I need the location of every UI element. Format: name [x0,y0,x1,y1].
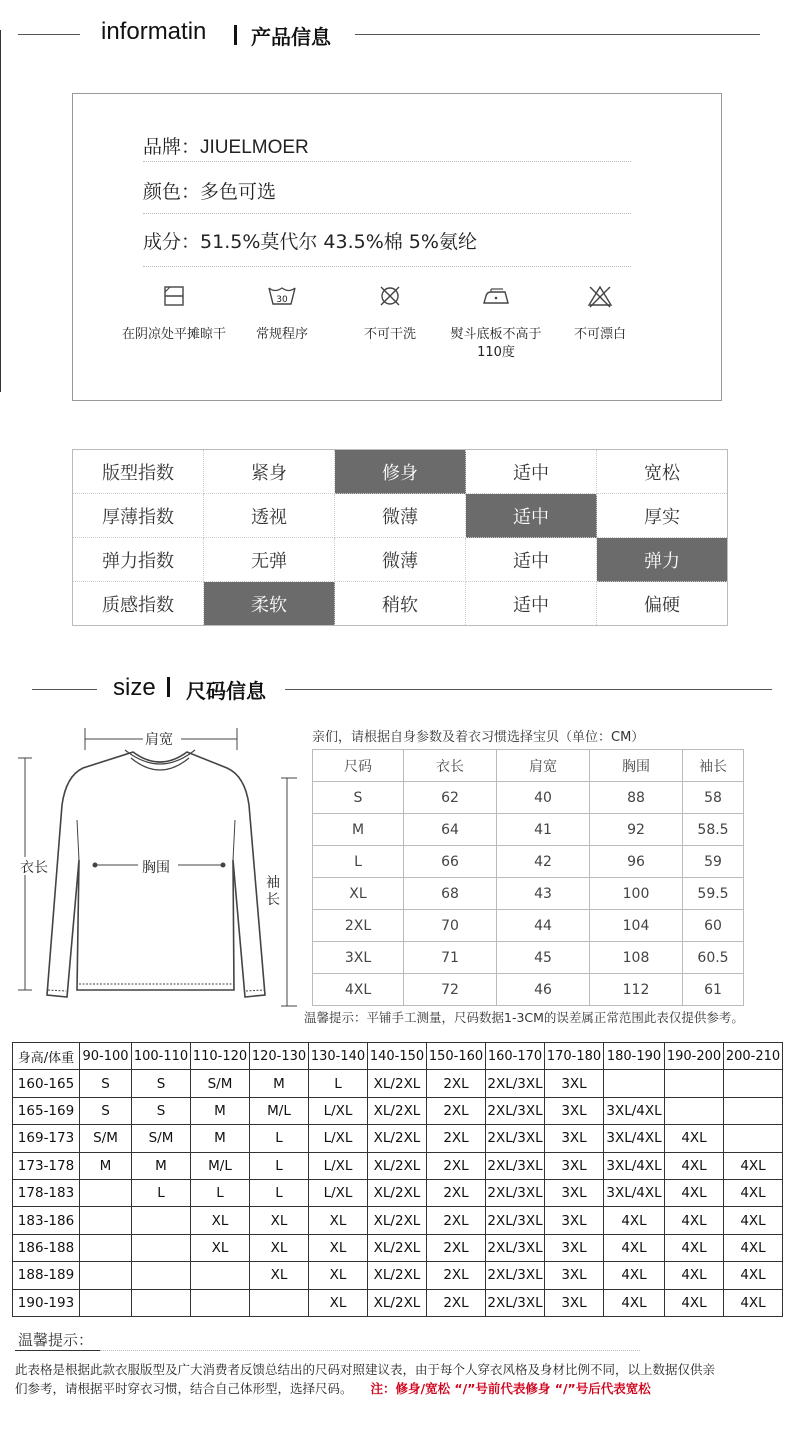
wash-30-icon [267,284,297,308]
size-intro: 亲们，请根据自身参数及着衣习惯选择宝贝（单位：CM） [312,730,645,745]
rec-cell: 3XL [545,1289,604,1316]
rec-cell: 188-189 [13,1262,80,1289]
rec-cell: M [80,1152,132,1179]
index-label: 弹力指数 [73,538,204,582]
index-option: 微薄 [335,538,466,582]
index-option: 无弹 [204,538,335,582]
tips-line-2-text: 们参考，请根据平时穿衣习惯，结合自己体形型，选择尺码。 [15,1381,353,1396]
table-row [313,942,744,974]
rec-cell: 3XL [545,1125,604,1152]
rec-cell: 4XL [665,1234,724,1261]
size-cell: 71 [404,942,497,974]
rec-cell: XL [250,1262,309,1289]
rec-cell: 2XL [427,1070,486,1097]
size-cell: 58.5 [683,814,744,846]
size-title-en: size [113,674,156,701]
sleeve-label-1: 袖 [266,875,280,891]
rec-cell: 2XL/3XL [486,1179,545,1206]
rec-cell: 3XL [545,1097,604,1124]
size-header-cell: 尺码 [313,750,404,782]
size-cell: 58 [683,782,744,814]
chest-label: 胸围 [142,860,170,876]
table-row [13,1179,783,1206]
size-header-cell: 袖长 [683,750,744,782]
index-option-selected: 柔软 [204,582,335,626]
table-row [13,1234,783,1261]
rec-cell: S/M [191,1070,250,1097]
rec-cell: XL [250,1234,309,1261]
rec-cell: 2XL/3XL [486,1262,545,1289]
rec-cell [132,1234,191,1261]
no-bleach-icon [587,284,613,308]
length-label: 衣长 [20,860,48,876]
left-edge-line [0,30,1,392]
tips-line-1: 此表格是根据此款衣服版型及广大消费者反馈总结出的尺码对照建议表，由于每个人穿衣风格及身材比例不同，以上数据仅供亲 [15,1362,716,1377]
care-dry-flat [119,284,229,344]
table-row [313,910,744,942]
shoulder-label: 肩宽 [145,732,173,748]
care-no-bleach [545,284,655,344]
rec-cell [191,1262,250,1289]
rec-cell: L [250,1152,309,1179]
rec-cell: M [132,1152,191,1179]
rec-cell: 2XL/3XL [486,1207,545,1234]
rec-cell: XL/2XL [368,1152,427,1179]
rec-cell: S/M [80,1125,132,1152]
row-separator [143,266,631,267]
rec-cell [80,1262,132,1289]
size-cell: 61 [683,974,744,1006]
table-row [13,1289,783,1316]
table-row [13,1070,783,1097]
rec-cell [724,1097,783,1124]
row-separator [143,213,631,214]
rec-cell: S [132,1097,191,1124]
size-cell: 92 [590,814,683,846]
table-row [13,1125,783,1152]
table-row [313,878,744,910]
rec-cell: L [191,1179,250,1206]
size-cell: 41 [497,814,590,846]
size-cell: 62 [404,782,497,814]
rec-cell: XL [309,1262,368,1289]
info-title-cn: 产品信息 [251,25,331,49]
rec-cell: 4XL [665,1179,724,1206]
size-header-line-left [32,689,97,690]
tips-line-2 [15,1379,651,1397]
size-cell: 88 [590,782,683,814]
color-row [143,177,276,204]
material-row [143,227,477,254]
fit-index-table [72,449,728,626]
index-option: 宽松 [597,450,728,494]
table-row [13,1207,783,1234]
rec-cell: 4XL [604,1289,665,1316]
rec-cell: 4XL [724,1234,783,1261]
rec-header-cell: 100-110 [132,1043,191,1070]
rec-cell: XL/2XL [368,1125,427,1152]
rec-header-cell: 190-200 [665,1043,724,1070]
size-note: 温馨提示：平铺手工测量，尺码数据1-3CM的误差属正常范围此表仅提供参考。 [304,1010,744,1025]
rec-cell: 3XL/4XL [604,1097,665,1124]
rec-cell: 3XL [545,1152,604,1179]
index-option: 紧身 [204,450,335,494]
index-row [73,538,728,582]
rec-cell: 190-193 [13,1289,80,1316]
table-row [313,974,744,1006]
size-cell: 108 [590,942,683,974]
care-label: 常规程序 [255,327,308,342]
rec-cell: L [250,1179,309,1206]
size-cell: 60 [683,910,744,942]
size-cell: 112 [590,974,683,1006]
rec-cell: 165-169 [13,1097,80,1124]
care-iron [441,284,551,362]
size-cell: 4XL [313,974,404,1006]
table-row [13,1262,783,1289]
index-option-selected: 修身 [335,450,466,494]
brand-row [143,132,309,159]
table-row [313,814,744,846]
index-option: 偏硬 [597,582,728,626]
size-cell: 72 [404,974,497,1006]
rec-cell: 4XL [724,1179,783,1206]
rec-cell: L [309,1070,368,1097]
rec-cell: XL/2XL [368,1179,427,1206]
rec-cell: 2XL/3XL [486,1234,545,1261]
rec-cell [80,1207,132,1234]
size-cell: M [313,814,404,846]
rec-cell: L/XL [309,1097,368,1124]
table-row [13,1097,783,1124]
rec-cell: M [250,1070,309,1097]
size-header-line-right [285,689,772,690]
rec-cell: 4XL [604,1207,665,1234]
rec-cell: 4XL [724,1207,783,1234]
size-cell: 59 [683,846,744,878]
rec-cell: L/XL [309,1152,368,1179]
index-label: 质感指数 [73,582,204,626]
rec-cell: S [80,1070,132,1097]
rec-cell: S [132,1070,191,1097]
size-header-cell: 衣长 [404,750,497,782]
rec-cell [724,1070,783,1097]
rec-cell: 3XL [545,1070,604,1097]
rec-cell: 3XL/4XL [604,1179,665,1206]
rec-cell [604,1070,665,1097]
rec-cell: 186-188 [13,1234,80,1261]
size-cell: L [313,846,404,878]
rec-cell: L/XL [309,1179,368,1206]
size-cell: XL [313,878,404,910]
no-dry-clean-icon [378,284,402,308]
size-cell: 70 [404,910,497,942]
rec-cell [191,1289,250,1316]
rec-cell: M/L [191,1152,250,1179]
rec-cell: XL/2XL [368,1262,427,1289]
rec-cell: 2XL [427,1152,486,1179]
title-divider [167,677,170,697]
tips-underline [15,1350,100,1351]
rec-cell: 2XL [427,1179,486,1206]
rec-cell: XL/2XL [368,1234,427,1261]
size-cell: 45 [497,942,590,974]
rec-cell: M [191,1125,250,1152]
care-label: 不可漂白 [573,327,626,342]
rec-header-cell: 150-160 [427,1043,486,1070]
index-row [73,450,728,494]
rec-cell: 173-178 [13,1152,80,1179]
rec-cell: 3XL [545,1207,604,1234]
rec-cell: 2XL [427,1097,486,1124]
rec-cell: 2XL [427,1207,486,1234]
index-option-selected: 适中 [466,494,597,538]
header-line-left [18,34,80,35]
index-option: 适中 [466,538,597,582]
size-cell: 96 [590,846,683,878]
rec-cell: 2XL [427,1289,486,1316]
index-option: 透视 [204,494,335,538]
tips-dotted-line [100,1350,640,1351]
index-option-selected: 弹力 [597,538,728,582]
size-cell: 46 [497,974,590,1006]
brand-label: 品牌： [143,136,201,158]
index-option: 微薄 [335,494,466,538]
table-row [13,1152,783,1179]
rec-cell: L [250,1125,309,1152]
index-row [73,582,728,626]
rec-cell: 4XL [724,1262,783,1289]
rec-header-cell: 身高/体重 [13,1043,80,1070]
rec-cell [132,1289,191,1316]
svg-text:30: 30 [276,295,288,305]
index-option: 稍软 [335,582,466,626]
index-label: 厚薄指数 [73,494,204,538]
rec-header-cell: 160-170 [486,1043,545,1070]
rec-cell [132,1262,191,1289]
rec-cell: 169-173 [13,1125,80,1152]
rec-cell: 3XL [545,1234,604,1261]
rec-cell: S [80,1097,132,1124]
table-row [313,782,744,814]
rec-cell: 183-186 [13,1207,80,1234]
rec-cell: M [191,1097,250,1124]
rec-cell: XL/2XL [368,1207,427,1234]
rec-header-cell: 170-180 [545,1043,604,1070]
care-label: 熨斗底板不高于110度 [450,327,542,360]
rec-cell: L [132,1179,191,1206]
care-wash-30 [227,284,337,344]
rec-header-cell: 180-190 [604,1043,665,1070]
size-cell: 43 [497,878,590,910]
rec-cell: 3XL [545,1179,604,1206]
rec-cell: XL [309,1207,368,1234]
size-header-cell: 肩宽 [497,750,590,782]
care-label: 在阴凉处平摊晾干 [121,327,226,342]
rec-cell: 4XL [604,1234,665,1261]
rec-cell [80,1234,132,1261]
rec-cell: 3XL/4XL [604,1125,665,1152]
table-row [313,846,744,878]
index-row [73,494,728,538]
rec-cell: XL [309,1234,368,1261]
rec-header-cell: 140-150 [368,1043,427,1070]
rec-cell [665,1097,724,1124]
color-value: 多色可选 [200,181,277,203]
size-cell: 59.5 [683,878,744,910]
size-cell: 44 [497,910,590,942]
rec-cell: 2XL [427,1234,486,1261]
rec-cell: M/L [250,1097,309,1124]
rec-cell: 4XL [665,1289,724,1316]
index-label: 版型指数 [73,450,204,494]
tips-title: 温馨提示： [18,1331,94,1349]
sleeve-label-2: 长 [266,892,280,908]
height-weight-table [12,1042,783,1317]
rec-cell: XL [191,1234,250,1261]
iron-icon [481,284,511,308]
size-cell: 104 [590,910,683,942]
rec-cell: XL [250,1207,309,1234]
index-option: 厚实 [597,494,728,538]
size-cell: 3XL [313,942,404,974]
rec-cell: L/XL [309,1125,368,1152]
rec-cell [250,1289,309,1316]
size-cell: S [313,782,404,814]
size-header-cell: 胸围 [590,750,683,782]
rec-cell: 2XL/3XL [486,1152,545,1179]
rec-cell: 4XL [665,1207,724,1234]
header-line-right [355,34,760,35]
material-label: 成分： [143,231,201,253]
rec-cell: S/M [132,1125,191,1152]
rec-cell [665,1070,724,1097]
rec-cell [132,1207,191,1234]
rec-cell: 160-165 [13,1070,80,1097]
material-value: 51.5%莫代尔 43.5%棉 5%氨纶 [200,231,477,253]
rec-cell: 2XL/3XL [486,1097,545,1124]
rec-cell: 4XL [604,1262,665,1289]
brand-value: JIUELMOER [200,137,309,158]
size-cell: 40 [497,782,590,814]
rec-cell: 2XL/3XL [486,1125,545,1152]
size-table [312,749,744,1006]
product-info-box [72,93,722,401]
rec-cell: 2XL [427,1125,486,1152]
size-cell: 68 [404,878,497,910]
color-label: 颜色： [143,181,201,203]
size-cell: 66 [404,846,497,878]
rec-cell [80,1179,132,1206]
rec-cell: 178-183 [13,1179,80,1206]
rec-cell: XL [191,1207,250,1234]
size-cell: 2XL [313,910,404,942]
rec-cell: 3XL/4XL [604,1152,665,1179]
size-cell: 42 [497,846,590,878]
rec-cell: XL/2XL [368,1097,427,1124]
rec-cell: 3XL [545,1262,604,1289]
title-divider [234,25,237,45]
tips-highlight: 注：修身/宽松 “/”号前代表修身 “/”号后代表宽松 [370,1381,651,1396]
size-cell: 100 [590,878,683,910]
rec-header-cell: 130-140 [309,1043,368,1070]
rec-cell: 4XL [665,1152,724,1179]
rec-cell: 4XL [665,1262,724,1289]
rec-cell: XL/2XL [368,1289,427,1316]
info-title-en: informatin [101,18,207,45]
rec-cell: 2XL/3XL [486,1289,545,1316]
rec-cell [80,1289,132,1316]
rec-cell [724,1125,783,1152]
index-option: 适中 [466,450,597,494]
rec-header-cell: 120-130 [250,1043,309,1070]
rec-header-cell: 200-210 [724,1043,783,1070]
care-no-dry-clean [335,284,445,344]
rec-cell: 2XL/3XL [486,1070,545,1097]
rec-cell: XL/2XL [368,1070,427,1097]
index-option: 适中 [466,582,597,626]
size-title-cn: 尺码信息 [186,679,266,703]
size-cell: 60.5 [683,942,744,974]
care-label: 不可干洗 [363,327,416,342]
size-cell: 64 [404,814,497,846]
rec-cell: XL [309,1289,368,1316]
rec-cell: 4XL [665,1125,724,1152]
rec-cell: 4XL [724,1289,783,1316]
rec-cell: 4XL [724,1152,783,1179]
dry-flat-shade-icon [162,284,186,308]
rec-header-cell: 110-120 [191,1043,250,1070]
rec-header-cell: 90-100 [80,1043,132,1070]
row-separator [143,161,631,162]
rec-cell: 2XL [427,1262,486,1289]
